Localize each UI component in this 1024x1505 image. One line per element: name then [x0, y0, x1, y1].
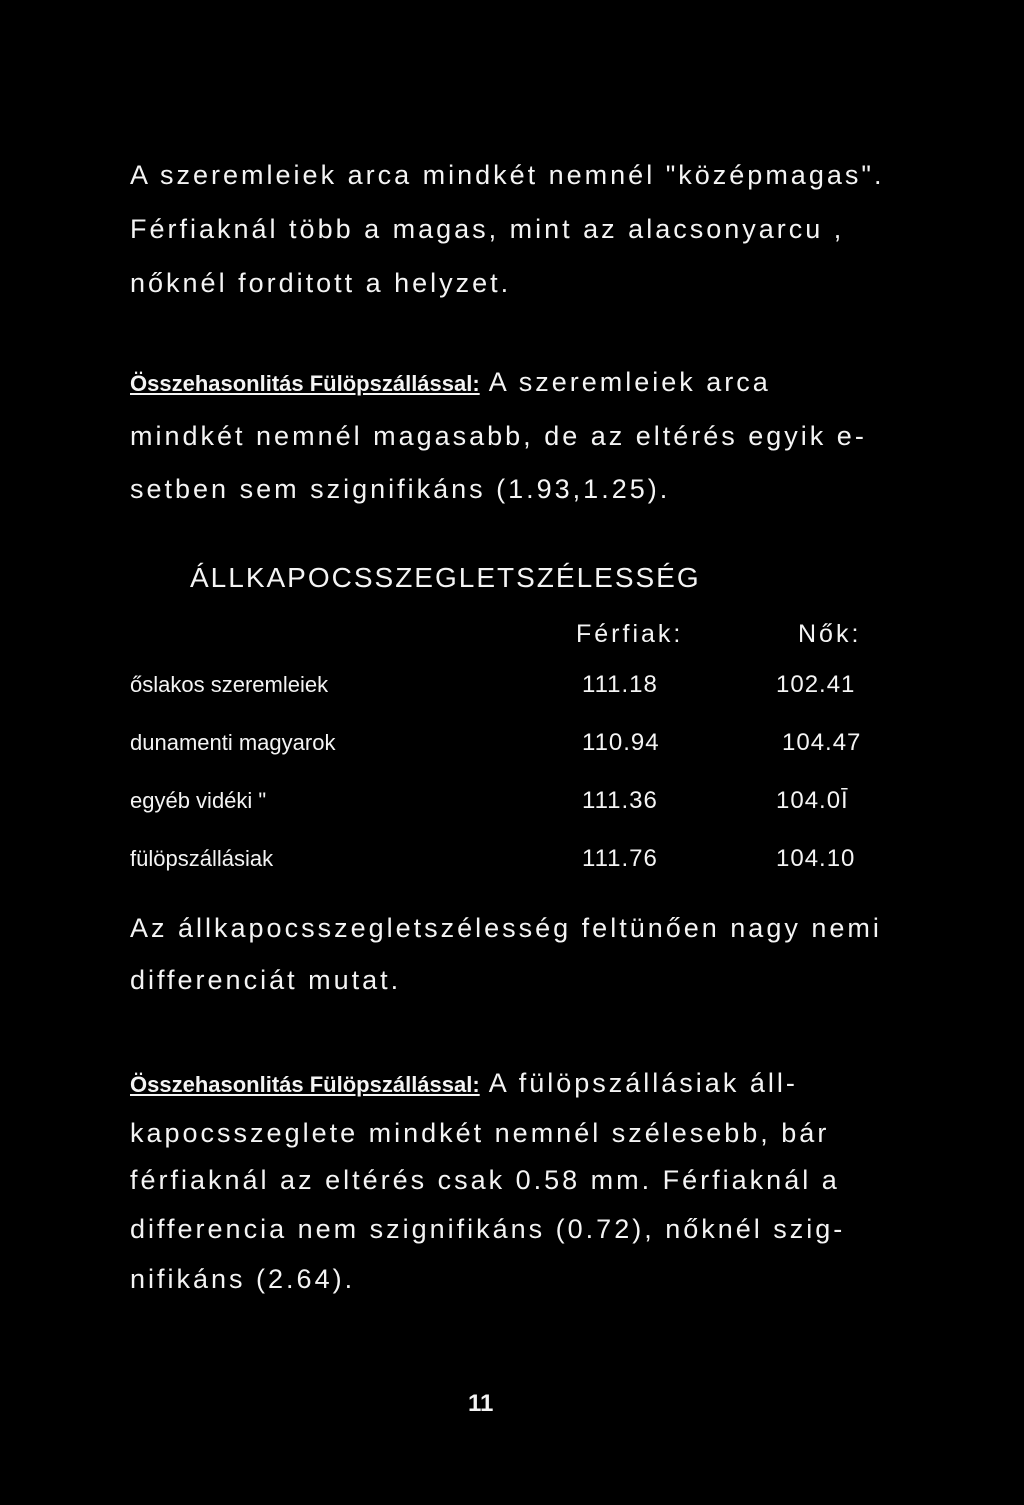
para1-line2: Férfiaknál több a magas, mint az alacsonyarcu , — [130, 214, 845, 244]
para3-line2: differenciát mutat. — [130, 965, 402, 995]
table-cell-men: 111.36 — [582, 787, 658, 814]
table-cell-women: 104.0Ī — [776, 787, 849, 814]
para2-line2: mindkét nemnél magasabb, de az eltérés egyik e- — [130, 421, 867, 451]
para4-line1 — [130, 1066, 798, 1102]
table-cell-women: 102.41 — [776, 671, 856, 698]
table-title: ÁLLKAPOCSSZEGLETSZÉLESSÉG — [190, 562, 701, 593]
para4-line3: férfiaknál az eltérés csak 0.58 mm. Férfiaknál a — [130, 1165, 840, 1195]
col-header-men: Férfiak: — [576, 620, 684, 648]
para4-line1-rest: A fülöpszállásiak áll- — [488, 1068, 798, 1098]
table-cell-men: 111.18 — [582, 671, 658, 698]
table-row-label: őslakos szeremleiek — [130, 672, 329, 697]
para2-heading: Összehasonlitás Fülöpszállással: — [130, 371, 480, 396]
para4-heading: Összehasonlitás Fülöpszállással: — [130, 1072, 480, 1097]
table-cell-men: 111.76 — [582, 845, 658, 872]
para1-line3: nőknél forditott a helyzet. — [130, 268, 512, 298]
table-row-label: egyéb vidéki " — [130, 788, 267, 813]
col-header-women: Nők: — [798, 620, 862, 648]
para1-line1: A szeremleiek arca mindkét nemnél "középmagas". — [130, 160, 885, 190]
para4-line5: nifikáns (2.64). — [130, 1264, 356, 1294]
page-number: 11 — [468, 1390, 494, 1417]
table-cell-women: 104.10 — [776, 845, 856, 872]
para4-line4: differencia nem szignifikáns (0.72), nőknél szig- — [130, 1214, 846, 1244]
table-cell-men: 110.94 — [582, 729, 660, 756]
para4-line2: kapocsszeglete mindkét nemnél szélesebb, bár — [130, 1118, 830, 1148]
para2-line3: setben sem szignifikáns (1.93,1.25). — [130, 474, 671, 504]
para3-line1: Az állkapocsszegletszélesség feltünően nagy nemi — [130, 913, 882, 943]
table-row-label: fülöpszállásiak — [130, 846, 274, 871]
table-row-label: dunamenti magyarok — [130, 730, 336, 755]
table-cell-women: 104.47 — [782, 729, 862, 756]
para2-line1 — [130, 365, 771, 401]
para2-line1-rest: A szeremleiek arca — [488, 367, 771, 397]
